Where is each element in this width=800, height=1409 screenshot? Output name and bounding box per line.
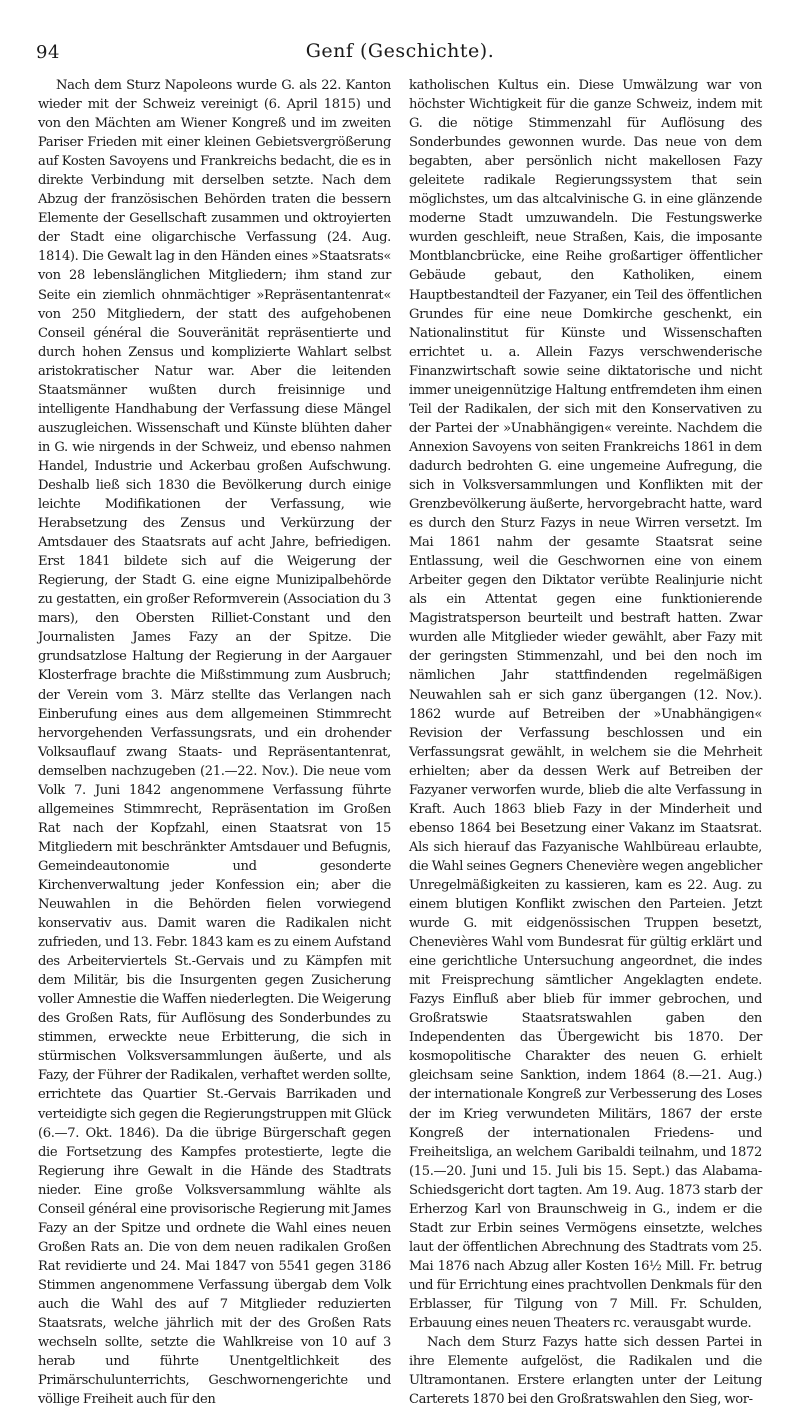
right-column [409,76,762,1408]
right-column-paragraph: Nach dem Sturz Fazys hatte sich dessen Partei in ihre Elemente aufgelöst, die Radikalen und die Ultramontanen. Erstere erlangten unter der Leitung Carterets 1870 bei den Großratswahlen den Sieg, wor- [409,1335,762,1408]
left-column [38,76,391,1408]
text-columns [38,76,762,1408]
left-column-paragraph: Nach dem Sturz Napoleons wurde G. als 22. Kanton wieder mit der Schweiz vereinigt (6. April 1815) und von den Mächten am Wiener Kongreß und im zweiten Pariser Frieden mit einer kleinen Gebietsvergrößerung auf Kosten Savoyens und Frankreichs bedacht, die es in direkte Verbindung mit derselben setzte. Nach dem Abzug der französischen Behörden traten die bessern Elemente der Gesellschaft zusammen und oktroyierten der Stadt eine oligarchische Verfassung (24. Aug. 1814). Die Gewalt lag in den Händen eines »Staatsrats« von 28 lebenslänglichen Mitgliedern; ihm stand zur Seite ein ziemlich ohnmächtiger »Repräsentantenrat« von 250 Mitgliedern, der statt des aufgehobenen Conseil général die Souveränität repräsentierte und durch hohen Zensus und komplizierte Wahlart selbst aristokratischer Natur war. Aber die leitenden Staatsmänner wußten durch freisinnige und intelligente Handhabung der Verfassung diese Mängel auszugleichen. Wissenschaft und Künste blühten daher in G. wie nirgends in der Schweiz, und ebenso nahmen Handel, Industrie und Ackerbau großen Aufschwung. Deshalb ließ sich 1830 die Bevölkerung durch einige leichte Modifikationen der Verfassung, wie Herabsetzung des Zensus und Verkürzung der Amtsdauer des Staatsrats auf acht Jahre, befriedigen. Erst 1841 bildete sich auf die Weigerung der Regierung, der Stadt G. eine eigne Munizipalbehörde zu gestatten, ein großer Reformverein (Association du 3 mars), den Obersten Rilliet-Constant und den Journalisten James Fazy an der Spitze. Die grundsatzlose Haltung der Regierung in der Aargauer Klosterfrage brachte die Mißstimmung zum Ausbruch; der Verein vom 3. März stellte das Verlangen nach Einberufung eines aus dem allgemeinen Stimmrecht hervorgehenden Verfassungsrats, und ein drohender Volksauflauf zwang Staats- und Repräsentantenrat, demselben nachzugeben (21.—22. Nov.). Die neue vom Volk 7. Juni 1842 angenommene Verfassung führte allgemeines Stimmrecht, Repräsentation im Großen Rat nach der Kopfzahl, einen Staatsrat von 15 Mitgliedern mit beschränkter Amtsdauer und Befugnis, Gemeindeautonomie und gesonderte Kirchenverwaltung jeder Konfession ein; aber die Neuwahlen in die Behörden fielen vorwiegend konservativ aus. Damit waren die Radikalen nicht zufrieden, und 13. Febr. 1843 kam es zu einem Aufstand des Arbeiterviertels St.-Gervais und zu Kämpfen mit dem Militär, bis die Insurgenten gegen Zusicherung voller Amnestie die Waffen niederlegten. Die Weigerung des Großen Rats, für Auflösung des Sonderbundes zu stimmen, erweckte neue Erbitterung, die sich in stürmischen Volksversammlungen äußerte, und als Fazy, der Führer der Radikalen, verhaftet werden sollte, errichtete das Quartier St.-Gervais Barrikaden und verteidigte sich gegen die Regierungstruppen mit Glück (6.—7. Okt. 1846). Da die übrige Bürgerschaft gegen die Fortsetzung des Kampfes protestierte, legte die Regierung ihre Gewalt in die Hände des Stadtrats nieder. Eine große Volksversammlung wählte als Conseil général eine provisorische Regierung mit James Fazy an der Spitze und ordnete die Wahl eines neuen Großen Rats an. Die von dem neuen radikalen Großen Rat revidierte und 24. Mai 1847 von 5541 gegen 3186 Stimmen angenommene Verfassung übergab dem Volk auch die Wahl des auf 7 Mitglieder reduzierten Staatsrats, welche jährlich mit der des Großen Rats wechseln sollte, setzte die Wahlkreise von 10 auf 3 herab und führte Unentgeltlichkeit des Primärschulunterrichts, Geschwornengerichte und völlige Freiheit auch für den [38,78,391,1408]
running-title: Genf (Geschichte). [305,40,495,62]
right-column-paragraph-continued: katholischen Kultus ein. Diese Umwälzung war von höchster Wichtigkeit für die ganze Schweiz, indem mit G. die nötige Stimmenzahl für Auflösung des Sonderbundes gewonnen wurde. Das neue von dem begabten, aber persönlich nicht makellosen Fazy geleitete radikale Regierungssystem that sein möglichstes, um das altcalvinische G. in eine glänzende moderne Stadt umzuwandeln. Die Festungswerke wurden geschleift, neue Straßen, Kais, die imposante Montblancbrücke, eine Reihe großartiger öffentlicher Gebäude gebaut, den Katholiken, einem Hauptbestandteil der Fazyaner, ein Teil des öffentlichen Grundes für eine neue Domkirche geschenkt, ein Nationalinstitut für Künste und Wissenschaften errichtet u. a. Allein Fazys verschwenderische Finanzwirtschaft sowie seine diktatorische und nicht immer uneigennützige Haltung entfremdeten ihm einen Teil der Radikalen, der sich mit den Konservativen zu der Partei der »Unabhängigen« vereinte. Nachdem die Annexion Savoyens von seiten Frankreichs 1861 in dem dadurch bedrohten G. eine ungemeine Aufregung, die sich in Volksversammlungen und Konflikten mit der Grenzbevölkerung äußerte, hervorgebracht hatte, ward es durch den Sturz Fazys in neue Wirren versetzt. Im Mai 1861 nahm der gesamte Staatsrat seine Entlassung, weil die Geschwornen eine von einem Arbeiter gegen den Diktator verübte Realinjurie nicht als ein Attentat gegen eine funktionierende Magistratsperson beurteilt und bestraft hatten. Zwar wurden alle Mitglieder wieder gewählt, aber Fazy mit der geringsten Stimmenzahl, und bei den noch im nämlichen Jahr stattfindenden regelmäßigen Neuwahlen sah er sich ganz übergangen (12. Nov.). 1862 wurde auf Betreiben der »Unabhängigen« Revision der Verfassung beschlossen und ein Verfassungsrat gewählt, in welchem sie die Mehrheit erhielten; aber da dessen Werk auf Betreiben der Fazyaner verworfen wurde, blieb die alte Verfassung in Kraft. Auch 1863 blieb Fazy in der Minderheit und ebenso 1864 bei Besetzung einer Vakanz im Staatsrat. Als sich hierauf das Fazyanische Wahlbüreau erlaubte, die Wahl seines Gegners Chenevière wegen angeblicher Unregelmäßigkeiten zu kassieren, kam es 22. Aug. zu einem blutigen Konflikt zwischen den Parteien. Jetzt wurde G. mit eidgenössischen Truppen besetzt, Chenevières Wahl vom Bundesrat für gültig erklärt und eine gerichtliche Untersuchung angeordnet, die indes mit Freisprechung sämtlicher Angeklagten endete. Fazys Einfluß aber blieb für immer gebrochen, und Großratswie Staatsratswahlen gaben den Independenten das Übergewicht bis 1870. Der kosmopolitische Charakter des neuen G. erhielt gleichsam seine Sanktion, indem 1864 (8.—21. Aug.) der internationale Kongreß zur Verbesserung des Loses der im Krieg verwundeten Militärs, 1867 der erste Kongreß der internationalen Friedens- und Freiheitsliga, an welchem Garibaldi teilnahm, und 1872 (15.—20. Juni und 15. Juli bis 15. Sept.) das Alabama-Schiedsgericht dort tagten. Am 19. Aug. 1873 starb der Erherzog Karl von Braunschweig in G., indem er die Stadt zur Erbin seines Vermögens einsetzte, welches laut der öffentlichen Abrechnung des Stadtrats vom 25. Mai 1876 nach Abzug aller Kosten 16½ Mill. Fr. betrug und für Errichtung eines prachtvollen Denkmals für den Erblasser, für Tilgung von 7 Mill. Fr. Schulden, Erbauung eines neuen Theaters rc. verausgabt wurde. [409,78,762,1332]
page-number: 94 [36,42,60,63]
page-header [30,36,770,70]
